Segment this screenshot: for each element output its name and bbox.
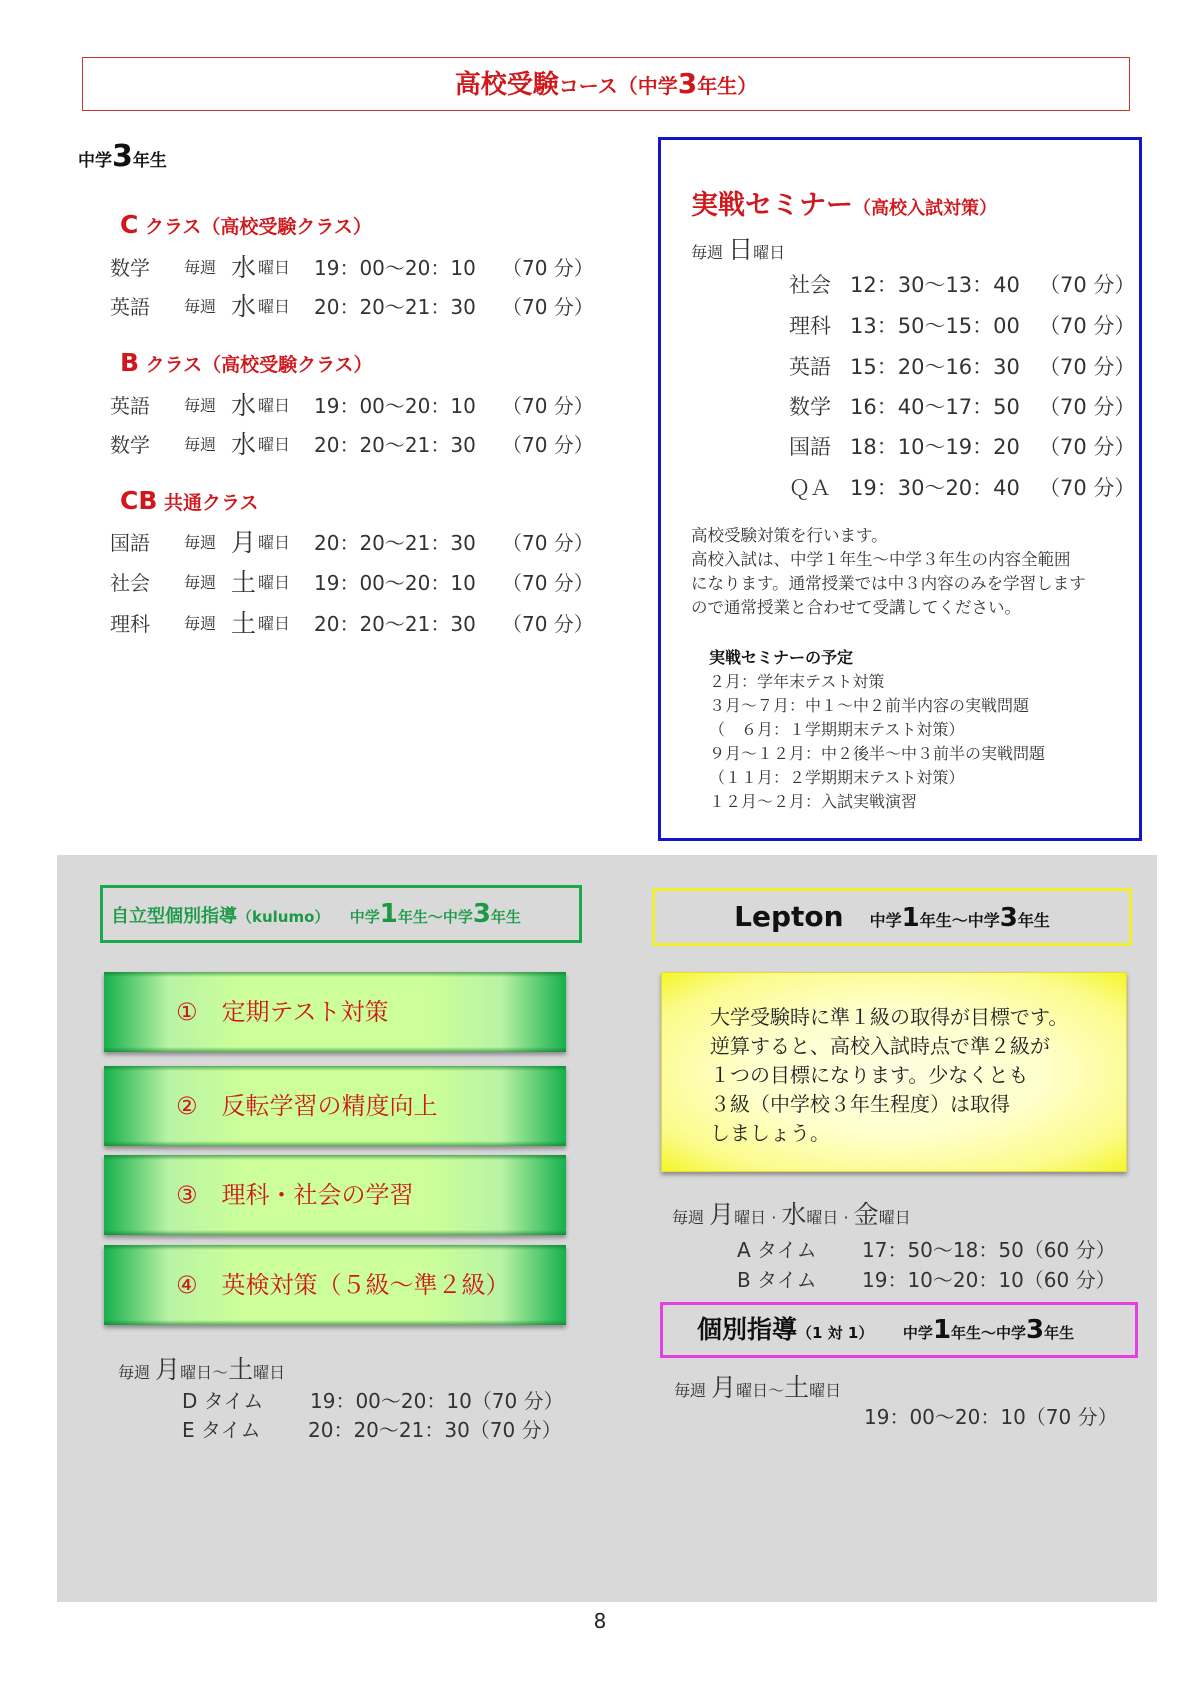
class-b-label: クラス（高校受験クラス） bbox=[139, 354, 373, 376]
plan-line: ３月〜７月：中１〜中２前半内容の実戦問題 bbox=[709, 696, 1030, 715]
grade-pre: 中学 bbox=[902, 1324, 933, 1342]
yobi: 曜日 bbox=[258, 533, 291, 552]
weekday: 水 bbox=[231, 430, 257, 459]
duration: （70 分） bbox=[1039, 355, 1136, 379]
kobetsu-heading bbox=[660, 1302, 1138, 1358]
seminar-box bbox=[658, 137, 1142, 841]
every-week: 毎週 bbox=[672, 1208, 705, 1227]
weekday: 水 bbox=[231, 253, 257, 282]
kobetsu-paren: （1 対 1） bbox=[797, 1324, 874, 1342]
yobi: 曜日〜 bbox=[180, 1363, 229, 1382]
seminar-day bbox=[691, 230, 785, 266]
kobetsu-title: 個別指導 bbox=[697, 1315, 798, 1344]
kulumo-paren: （kulumo） bbox=[237, 908, 330, 926]
course-title-num: 3 bbox=[677, 67, 698, 100]
schedule-row bbox=[110, 430, 594, 460]
time-range: 20：20〜21：30 bbox=[314, 531, 476, 555]
weekday: 月 bbox=[709, 1200, 735, 1229]
yobi: 曜日 bbox=[878, 1208, 911, 1227]
lepton-heading bbox=[652, 888, 1132, 946]
weekday: 土 bbox=[231, 609, 257, 638]
time-range: 12：30〜13：40 bbox=[850, 273, 1020, 297]
weekday: 金 bbox=[853, 1200, 879, 1229]
yobi: 曜日 bbox=[258, 258, 291, 277]
course-title-open: （中学 bbox=[617, 74, 678, 98]
kulumo-title: 自立型個別指導 bbox=[111, 906, 237, 927]
duration: （70 分） bbox=[502, 531, 594, 555]
grade-num: 1 bbox=[901, 903, 920, 933]
class-c-key: C bbox=[120, 210, 139, 239]
weekday: 水 bbox=[231, 292, 257, 321]
duration: （70 分） bbox=[502, 295, 594, 319]
schedule-row bbox=[110, 292, 594, 322]
weekday: 月 bbox=[155, 1355, 181, 1384]
note-line: になります。通常授業では中３内容のみを学習します bbox=[691, 574, 1086, 593]
time-range: 17：50〜18：50（60 分） bbox=[862, 1238, 1116, 1262]
kulumo-heading bbox=[100, 885, 582, 943]
duration: （70 分） bbox=[502, 612, 594, 636]
seminar-note bbox=[691, 524, 1086, 620]
weekday: 土 bbox=[784, 1373, 810, 1402]
lepton-time-row bbox=[737, 1235, 1137, 1265]
grade-post: 年生 bbox=[1017, 911, 1050, 930]
subject: 英語 bbox=[789, 355, 831, 379]
kulumo-days bbox=[118, 1350, 285, 1386]
kulumo-time-row bbox=[182, 1415, 582, 1445]
time-range: 19：00〜20：10 bbox=[314, 256, 476, 280]
every-week: 毎週 bbox=[674, 1381, 707, 1400]
class-cb-heading bbox=[120, 486, 258, 515]
time-range: 16：40〜17：50 bbox=[850, 395, 1020, 419]
grade-pre: 中学 bbox=[349, 908, 380, 926]
schedule-row bbox=[110, 568, 594, 598]
info-line: 逆算すると、高校入試時点で準２級が bbox=[710, 1034, 1050, 1058]
grade-post: 年生 bbox=[490, 908, 521, 926]
seminar-plan bbox=[709, 646, 1045, 814]
time-range: 13：50〜15：00 bbox=[850, 314, 1020, 338]
time-range: 15：20〜16：30 bbox=[850, 355, 1020, 379]
grade-label bbox=[78, 139, 167, 174]
time-range: 20：20〜21：30 bbox=[314, 295, 476, 319]
grade-mid: 年生〜中学 bbox=[951, 1324, 1027, 1342]
class-c-heading bbox=[120, 210, 372, 239]
lepton-time-row bbox=[737, 1265, 1137, 1295]
every-week: 毎週 bbox=[184, 396, 217, 415]
time-range: 20：20〜21：30 bbox=[314, 433, 476, 457]
weekday: 水 bbox=[781, 1200, 807, 1229]
schedule-row bbox=[110, 391, 594, 421]
info-line: しましょう。 bbox=[710, 1121, 830, 1145]
weekday: 土 bbox=[231, 568, 257, 597]
kobetsu-time bbox=[864, 1402, 1118, 1432]
time-range: 19：00〜20：10（70 分） bbox=[310, 1389, 564, 1413]
duration: （70 分） bbox=[1039, 314, 1136, 338]
yobi: 曜日 bbox=[258, 297, 291, 316]
seminar-row bbox=[789, 473, 1136, 503]
grade-num: 3 bbox=[472, 899, 491, 929]
duration: （70 分） bbox=[502, 433, 594, 457]
course-title-close: 年生） bbox=[697, 74, 758, 98]
duration: （70 分） bbox=[502, 571, 594, 595]
kulumo-item-label: ② 反転学習の精度向上 bbox=[176, 1092, 438, 1120]
subject: 数学 bbox=[110, 433, 150, 457]
seminar-row bbox=[789, 432, 1136, 462]
subject: 数学 bbox=[110, 256, 150, 280]
time-range: 19：10〜20：10（60 分） bbox=[862, 1268, 1116, 1292]
class-b-key: B bbox=[120, 348, 140, 377]
yobi: 曜日 bbox=[258, 396, 291, 415]
subject: 国語 bbox=[110, 531, 150, 555]
yobi: 曜日 bbox=[258, 435, 291, 454]
time-label: D タイム bbox=[182, 1389, 264, 1413]
subject: 英語 bbox=[110, 295, 150, 319]
grade-num: 1 bbox=[932, 1315, 952, 1345]
grade-post: 年生 bbox=[132, 151, 167, 171]
yobi: 曜日 bbox=[809, 1381, 842, 1400]
kobetsu-days bbox=[674, 1368, 841, 1404]
time-range: 20：20〜21：30 bbox=[314, 612, 476, 636]
page-number: 8 bbox=[593, 1609, 607, 1633]
grade-pre: 中学 bbox=[869, 911, 902, 930]
kulumo-item-label: ① 定期テスト対策 bbox=[176, 998, 389, 1026]
kulumo-item bbox=[104, 972, 566, 1052]
info-line: ３級（中学校３年生程度）は取得 bbox=[710, 1092, 1010, 1116]
subject: 国語 bbox=[789, 435, 831, 459]
lepton-title: Lepton bbox=[734, 900, 844, 933]
grade-post: 年生 bbox=[1044, 1324, 1075, 1342]
yobi: 曜日〜 bbox=[736, 1381, 785, 1400]
grade-pre: 中学 bbox=[78, 151, 112, 171]
duration: （70 分） bbox=[1039, 273, 1136, 297]
yobi: 曜日 · bbox=[806, 1208, 854, 1227]
plan-line: （１１月：２学期期末テスト対策） bbox=[709, 768, 965, 787]
subject: 英語 bbox=[110, 394, 150, 418]
info-line: 大学受験時に準１級の取得が目標です。 bbox=[710, 1005, 1069, 1029]
class-cb-key: CB bbox=[120, 486, 158, 515]
subject: 数学 bbox=[789, 395, 831, 419]
subject: ＱＡ bbox=[789, 476, 831, 500]
note-line: 高校受験対策を行います。 bbox=[691, 526, 888, 545]
duration: （70 分） bbox=[1039, 435, 1136, 459]
kulumo-time-row bbox=[182, 1386, 582, 1416]
weekday: 月 bbox=[711, 1373, 737, 1402]
duration: （70 分） bbox=[502, 394, 594, 418]
time-label: A タイム bbox=[737, 1238, 817, 1262]
plan-line: ９月〜１２月：中２後半〜中３前半の実戦問題 bbox=[709, 744, 1046, 763]
seminar-row bbox=[789, 311, 1136, 341]
grade-num: 3 bbox=[999, 903, 1018, 933]
plan-line: ２月：学年末テスト対策 bbox=[709, 672, 885, 691]
every-week: 毎週 bbox=[118, 1363, 151, 1382]
yobi: 曜日 bbox=[753, 243, 786, 262]
grade-num: 3 bbox=[112, 139, 133, 174]
weekday: 月 bbox=[231, 528, 257, 557]
subject: 社会 bbox=[110, 571, 150, 595]
weekday: 水 bbox=[231, 391, 257, 420]
seminar-row bbox=[789, 392, 1136, 422]
yobi: 曜日 bbox=[258, 614, 291, 633]
seminar-row bbox=[789, 270, 1136, 300]
time-range: 19：00〜20：10（70 分） bbox=[864, 1405, 1118, 1429]
subject: 理科 bbox=[789, 314, 831, 338]
subject: 理科 bbox=[110, 612, 150, 636]
duration: （70 分） bbox=[502, 256, 594, 280]
every-week: 毎週 bbox=[691, 243, 724, 262]
seminar-title bbox=[691, 183, 997, 222]
info-line: １つの目標になります。少なくとも bbox=[710, 1063, 1029, 1087]
seminar-row bbox=[789, 352, 1136, 382]
schedule-row bbox=[110, 528, 594, 558]
schedule-row bbox=[110, 253, 594, 283]
kulumo-item bbox=[104, 1066, 566, 1146]
grade-num: 3 bbox=[1026, 1315, 1045, 1345]
grade-mid: 年生〜中学 bbox=[919, 911, 1000, 930]
kulumo-item bbox=[104, 1245, 566, 1325]
course-title-main: 高校受験 bbox=[454, 70, 559, 100]
course-title-box bbox=[82, 57, 1130, 111]
note-line: 高校入試は、中学１年生〜中学３年生の内容全範囲 bbox=[691, 550, 1071, 569]
every-week: 毎週 bbox=[184, 258, 217, 277]
lepton-info-text bbox=[710, 1003, 1068, 1148]
yobi: 曜日 bbox=[258, 573, 291, 592]
class-b-heading bbox=[120, 348, 373, 377]
weekday: 土 bbox=[228, 1355, 254, 1384]
seminar-title-text: 実戦セミナー bbox=[691, 190, 853, 221]
kulumo-item-label: ③ 理科・社会の学習 bbox=[176, 1181, 414, 1209]
note-line: ので通常授業と合わせて受講してください。 bbox=[691, 598, 1021, 617]
schedule-row bbox=[110, 609, 594, 639]
every-week: 毎週 bbox=[184, 614, 217, 633]
kulumo-item-label: ④ 英検対策（５級〜準２級） bbox=[176, 1271, 510, 1299]
class-c-label: クラス（高校受験クラス） bbox=[138, 216, 372, 238]
time-range: 18：10〜19：20 bbox=[850, 435, 1020, 459]
grade-mid: 年生〜中学 bbox=[397, 908, 473, 926]
yobi: 曜日 bbox=[253, 1363, 286, 1382]
class-cb-label: 共通クラス bbox=[157, 492, 259, 514]
plan-line: （ ６月：１学期期末テスト対策） bbox=[709, 720, 965, 739]
plan-line: １２月〜２月：入試実戦演習 bbox=[709, 792, 918, 811]
seminar-title-paren: （高校入試対策） bbox=[853, 198, 997, 219]
course-title-course: コース bbox=[558, 74, 618, 98]
every-week: 毎週 bbox=[184, 297, 217, 316]
plan-title: 実戦セミナーの予定 bbox=[709, 648, 854, 667]
every-week: 毎週 bbox=[184, 435, 217, 454]
time-range: 20：20〜21：30（70 分） bbox=[308, 1418, 562, 1442]
kulumo-item bbox=[104, 1155, 566, 1235]
lepton-info-box bbox=[661, 972, 1127, 1172]
every-week: 毎週 bbox=[184, 573, 217, 592]
time-range: 19：00〜20：10 bbox=[314, 571, 476, 595]
time-range: 19：00〜20：10 bbox=[314, 394, 476, 418]
weekday: 日 bbox=[728, 235, 754, 264]
grade-num: 1 bbox=[379, 899, 398, 929]
time-label: B タイム bbox=[737, 1268, 817, 1292]
duration: （70 分） bbox=[1039, 476, 1136, 500]
duration: （70 分） bbox=[1039, 395, 1136, 419]
yobi: 曜日 · bbox=[734, 1208, 782, 1227]
every-week: 毎週 bbox=[184, 533, 217, 552]
lepton-days bbox=[672, 1195, 911, 1231]
subject: 社会 bbox=[789, 273, 831, 297]
time-label: E タイム bbox=[182, 1418, 261, 1442]
time-range: 19：30〜20：40 bbox=[850, 476, 1020, 500]
